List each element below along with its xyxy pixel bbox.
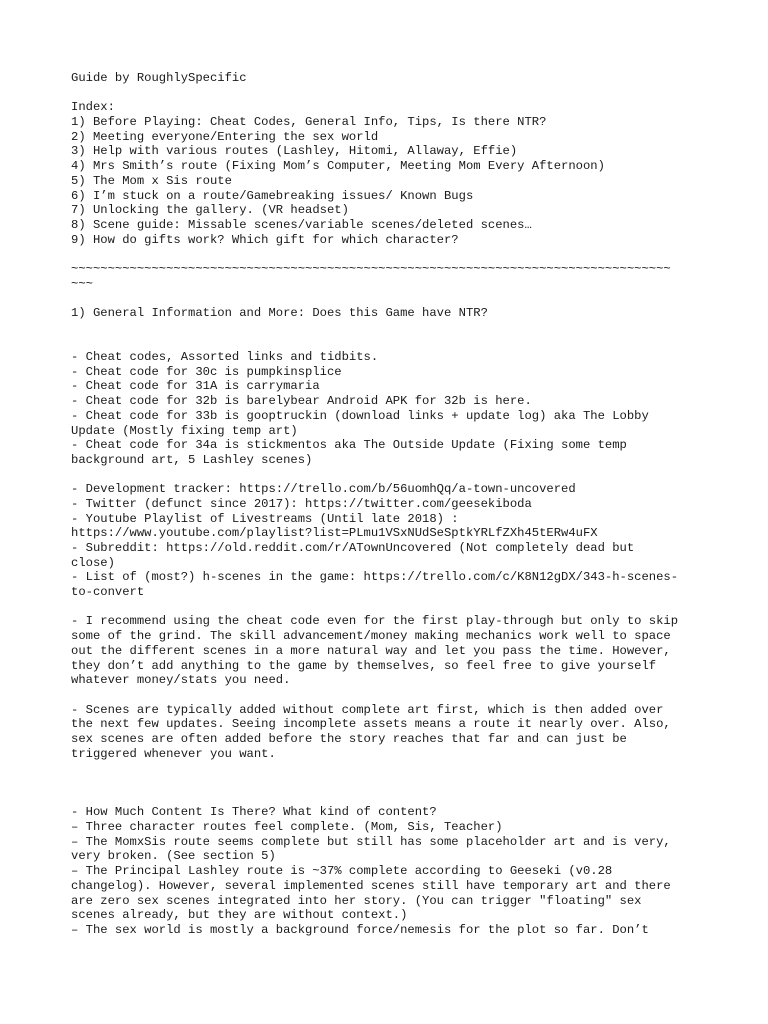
text-line: to-convert [71,585,145,600]
index-item: 7) Unlocking the gallery. (VR headset) [71,203,349,218]
content-paragraph [71,805,728,937]
text-line: sex scenes are often added before the story reaches that far and can just be [71,731,627,746]
text-line: - I recommend using the cheat code even for the first play-through but only to skip [71,614,679,629]
text-line: whatever money/stats you need. [71,673,291,688]
text-line: - Scenes are typically added without complete art first, which is then added over [71,702,664,717]
index-item: 3) Help with various routes (Lashley, Hitomi, Allaway, Effie) [71,144,518,159]
index-list [71,115,728,247]
section-title: 1) General Information and More: Does this Game have NTR? [71,306,488,320]
index-item: 5) The Mom x Sis route [71,173,232,188]
cheat-codes-block [71,350,728,468]
text-line: close) [71,555,115,570]
index-item: 1) Before Playing: Cheat Codes, General Info, Tips, Is there NTR? [71,115,547,130]
text-line: - List of (most?) h-scenes in the game: https://trello.com/c/K8N12gDX/343-h-scenes- [71,570,679,585]
index-item: 4) Mrs Smith’s route (Fixing Mom’s Computer, Meeting Mom Every Afternoon) [71,159,605,174]
text-line: out the different scenes in a more natural way and let you pass the time. However, [71,643,671,658]
text-line: they don’t add anything to the game by themselves, so feel free to give yourself [71,658,657,673]
text-line: - Cheat code for 34a is stickmentos aka The Outside Update (Fixing some temp [71,438,627,453]
text-line: - Subreddit: https://old.reddit.com/r/ATownUncovered (Not completely dead but [71,541,635,556]
index-title: Index: [71,100,115,115]
text-line: - Cheat code for 30c is pumpkinsplice [71,364,342,379]
byline: Guide by RoughlySpecific [71,71,247,85]
text-line: - Youtube Playlist of Livestreams (Until late 2018) : [71,511,459,526]
text-line: – The sex world is mostly a background force/nemesis for the plot so far. Don’t [71,922,649,937]
text-line: some of the grind. The skill advancement/money making mechanics work well to space [71,629,671,644]
scenes-paragraph [71,703,728,762]
text-line: - Cheat code for 32b is barelybear Android APK for 32b is here. [71,394,532,409]
text-line: changelog). However, several implemented scenes still have temporary art and there [71,878,671,893]
text-line: - How Much Content Is There? What kind of content? [71,805,437,820]
recommendation-paragraph [71,614,728,687]
text-line: background art, 5 Lashley scenes) [71,452,313,467]
text-line: https://www.youtube.com/playlist?list=PLmu1VSxNUdSeSptkYRLfZXh45tERw4uFX [71,526,598,541]
text-line: - Cheat code for 31A is carrymaria [71,379,320,394]
text-line: - Development tracker: https://trello.com/b/56uomhQq/a-town-uncovered [71,482,576,497]
text-line: – The MomxSis route seems complete but still has some placeholder art and is very, [71,834,671,849]
index-item: 2) Meeting everyone/Entering the sex world [71,129,379,144]
divider-continuation: ~~~ [71,276,93,291]
index-item: 6) I’m stuck on a route/Gamebreaking issues/ Known Bugs [71,188,474,203]
text-line: very broken. (See section 5) [71,849,276,864]
text-line: the next few updates. Seeing incomplete assets means a route it nearly over. Also, [71,717,671,732]
text-line: triggered whenever you want. [71,746,276,761]
divider: ~~~~~~~~~~~~~~~~~~~~~~~~~~~~~~~~~~~~~~~~~~~~~~~~~~~~~~~~~~~~~~~~~~~~~~~~~~~~~~~~~~ [71,261,671,276]
index-item: 9) How do gifts work? Which gift for which character? [71,232,459,247]
text-line: - Cheat code for 33b is gooptruckin (download links + update log) aka The Lobby [71,408,649,423]
links-block [71,482,728,600]
text-line: scenes already, but they are without context.) [71,908,408,923]
index-item: 8) Scene guide: Missable scenes/variable scenes/deleted scenes… [71,217,532,232]
text-line: - Twitter (defunct since 2017): https://twitter.com/geesekiboda [71,496,532,511]
text-line: - Cheat codes, Assorted links and tidbits. [71,350,379,365]
text-line: Update (Mostly fixing temp art) [71,423,298,438]
text-line: are zero sex scenes integrated into her story. (You can trigger "floating" sex [71,893,642,908]
text-line: – The Principal Lashley route is ~37% complete according to Geeseki (v0.28 [71,864,613,879]
text-line: – Three character routes feel complete. (Mom, Sis, Teacher) [71,820,503,835]
